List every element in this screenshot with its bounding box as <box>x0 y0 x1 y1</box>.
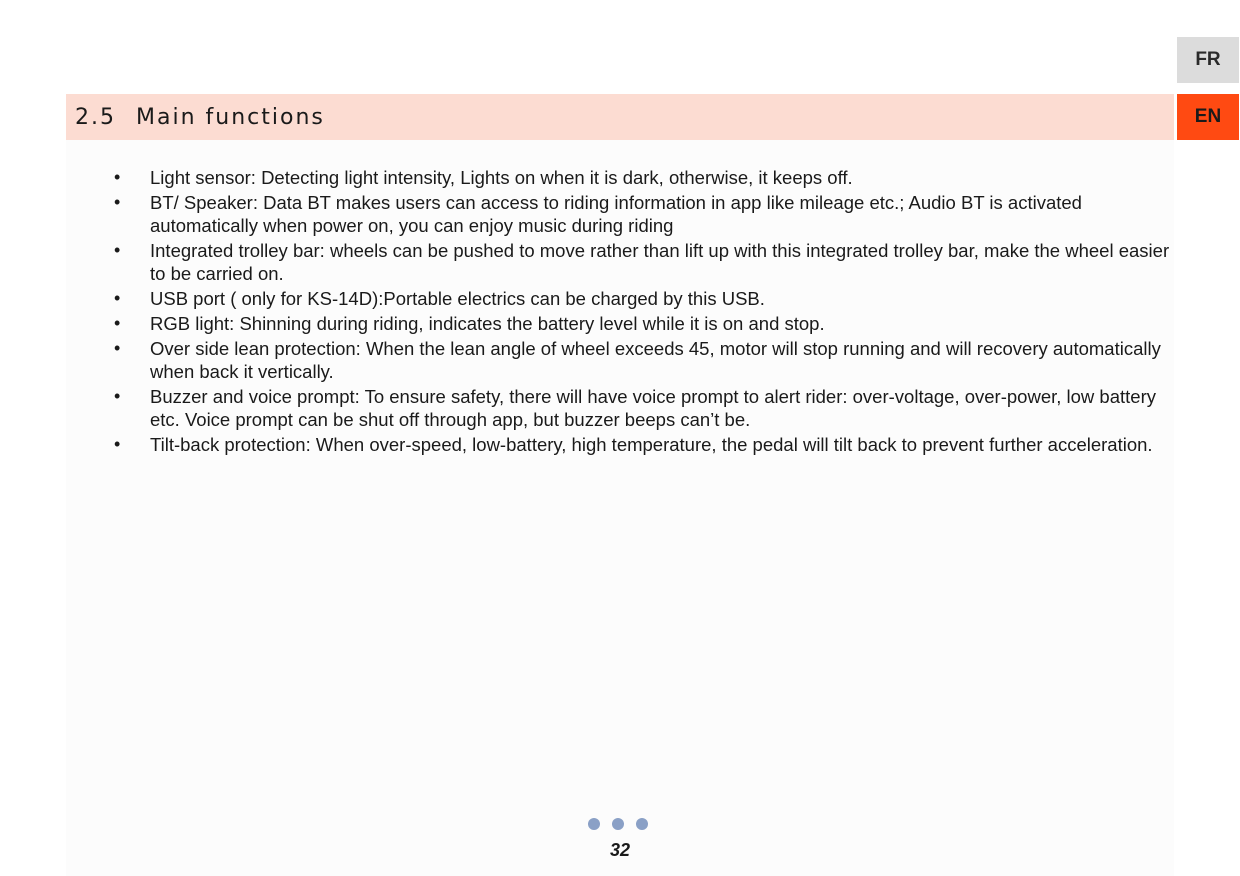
bullet-icon: • <box>114 338 121 358</box>
section-title: Main functions <box>136 104 325 130</box>
list-item-text: Over side lean protection: When the lean angle of wheel exceeds 45, motor will stop running and will recovery automatically when back it vertically. <box>150 338 1161 382</box>
list-item-text: USB port ( only for KS-14D):Portable electrics can be charged by this USB. <box>150 288 765 309</box>
bullet-icon: • <box>114 240 121 260</box>
list-item <box>110 191 1174 237</box>
bullet-icon: • <box>114 313 121 333</box>
page-dot-icon[interactable] <box>636 818 648 830</box>
bullet-icon: • <box>114 434 121 454</box>
page-dot-icon[interactable] <box>612 818 624 830</box>
list-item-text: Integrated trolley bar: wheels can be pushed to move rather than lift up with this integrated trolley bar, make the wheel easier to be carried on. <box>150 240 1170 284</box>
list-item-text: RGB light: Shinning during riding, indicates the battery level while it is on and stop. <box>150 313 825 334</box>
list-item <box>110 166 1174 189</box>
list-item <box>110 385 1174 431</box>
bullet-icon: • <box>114 288 121 308</box>
section-number: 2.5 <box>75 104 116 130</box>
page-number: 32 <box>609 840 631 860</box>
list-item-text: Light sensor: Detecting light intensity, Lights on when it is dark, otherwise, it keeps off. <box>150 167 853 188</box>
language-tab-fr-label: FR <box>1195 49 1221 70</box>
bullet-icon: • <box>114 192 121 212</box>
bullet-icon: • <box>114 386 121 406</box>
language-tab-en-label: EN <box>1194 106 1222 127</box>
language-tab-en[interactable] <box>1177 94 1239 140</box>
functions-list <box>110 166 1174 458</box>
list-item-text: Tilt-back protection: When over-speed, low-battery, high temperature, the pedal will tilt back to prevent further acceleration. <box>150 434 1153 455</box>
section-header <box>66 94 1174 140</box>
page-dot-icon[interactable] <box>588 818 600 830</box>
list-item-text: BT/ Speaker: Data BT makes users can access to riding information in app like mileage etc.; Audio BT is activated automatically when power on, you can enjoy music during riding <box>150 192 1082 236</box>
list-item-text: Buzzer and voice prompt: To ensure safety, there will have voice prompt to alert rider: over-voltage, over-power, low battery etc. Voice prompt can be shut off through app, but buzzer beeps can’t be. <box>150 386 1156 430</box>
list-item <box>110 239 1174 285</box>
list-item <box>110 312 1174 335</box>
language-tab-fr[interactable] <box>1177 37 1239 83</box>
list-item <box>110 433 1174 456</box>
bullet-icon: • <box>114 167 121 187</box>
list-item <box>110 287 1174 310</box>
page-dots <box>588 818 648 830</box>
list-item <box>110 337 1174 383</box>
